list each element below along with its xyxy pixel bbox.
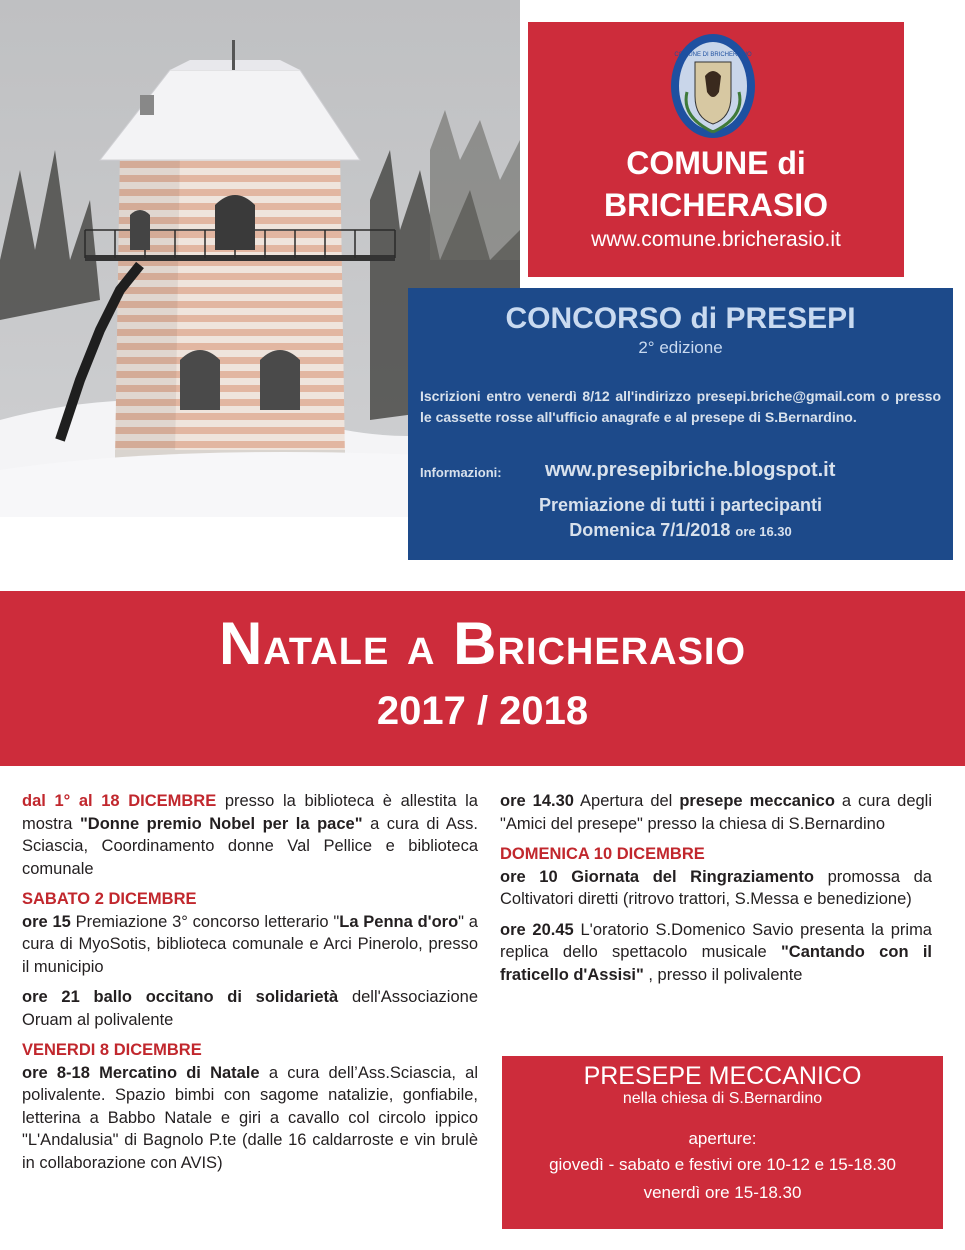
event-paragraph: ore 10 Giornata del Ringraziamento promossa da Coltivatori diretti (ritrovo trattori, S.Messa e benedizione) [500,867,932,908]
comune-url-link[interactable]: www.comune.bricherasio.it [591,228,841,251]
svg-text:COMUNE DI BRICHERASIO: COMUNE DI BRICHERASIO [674,52,752,58]
info-url-link[interactable]: www.presepibriche.blogspot.it [545,459,836,481]
premiazione-date-line [408,520,953,541]
presepe-friday-hours: venerdì ore 15-18.30 [643,1183,802,1202]
left-column-events [22,790,478,1182]
presepe-subtitle: nella chiesa di S.Bernardino [622,1090,823,1107]
event-paragraph: ore 14.30 Apertura del presepe meccanico a cura degli "Amici del presepe" presso la chiesa di S.Bernardino [500,792,933,833]
event-date-heading: DOMENICA 10 DICEMBRE [500,845,705,863]
banner-title: NATALE A BRICHERASIO [218,610,747,677]
comune-title-line1: COMUNE di [626,145,806,181]
presepe-meccanico-box [502,1056,943,1229]
info-label: Informazioni: [420,465,502,480]
event-paragraph: ore 21 ballo occitano di solidarietà dell'Associazione Oruam al polivalente [22,988,479,1029]
premiazione-time: ore 16.30 [735,524,792,539]
presepe-hours: giovedì - sabato e festivi ore 10-12 e 15-18.30 [549,1155,896,1174]
event-date-heading: SABATO 2 DICEMBRE [22,890,197,908]
coat-of-arms-icon [669,32,757,140]
event-paragraph: ore 20.45 L'oratorio S.Domenico Savio presenta la prima replica dello spettacolo musicale "Cantando con il fraticello d'Assisi" , presso il polivalente [500,920,932,984]
event-date-heading: VENERDI 8 DICEMBRE [22,1041,202,1059]
comune-header-box [528,22,904,277]
premiazione-line: Premiazione di tutti i partecipanti [538,495,823,515]
concorso-title: CONCORSO di PRESEPI [505,302,856,335]
premiazione-date: Domenica 7/1/2018 [569,520,731,540]
comune-title [528,142,904,226]
concorso-presepi-box [408,288,953,560]
presepe-title: PRESEPE MECCANICO [583,1062,862,1090]
presepe-aperture-label: aperture: [688,1129,757,1148]
event-paragraph: dal 1° al 18 DICEMBRE presso la biblioteca è allestita la mostra "Donne premio Nobel per la pace" a cura di Ass. Sciascia, Coordinamento donne Val Pellice e biblioteca comunale [22,792,478,878]
comune-title-line2: BRICHERASIO [603,187,828,223]
event-paragraph: ore 8-18 Mercatino di Natale a cura dell’Ass.Sciascia, al polivalente. Spazio bimbi con sagome natalizie, gonfiabile, letterina a Babbo Natale e giri a cavallo col circolo ippico "L'Andalusia" di Bagnolo P.te (dalle 16 caldarroste e vin brulè in collaborazione con AVIS) [22,1063,478,1172]
banner-year: 2017 / 2018 [376,689,589,733]
concorso-edition: 2° edizione [638,338,723,357]
concorso-registration-text: Iscrizioni entro venerdì 8/12 all'indirizzo presepi.briche@gmail.com o presso le cassette rosse all'ufficio anagrafe e al presepe di S.Bernardino. [420,388,941,425]
event-paragraph: ore 15 Premiazione 3° concorso letterario "La Penna d'oro" a cura di MyoSotis, biblioteca comunale e Arci Pinerolo, presso il municipio [22,912,478,976]
natale-banner [0,591,965,766]
right-column-events [500,790,932,994]
